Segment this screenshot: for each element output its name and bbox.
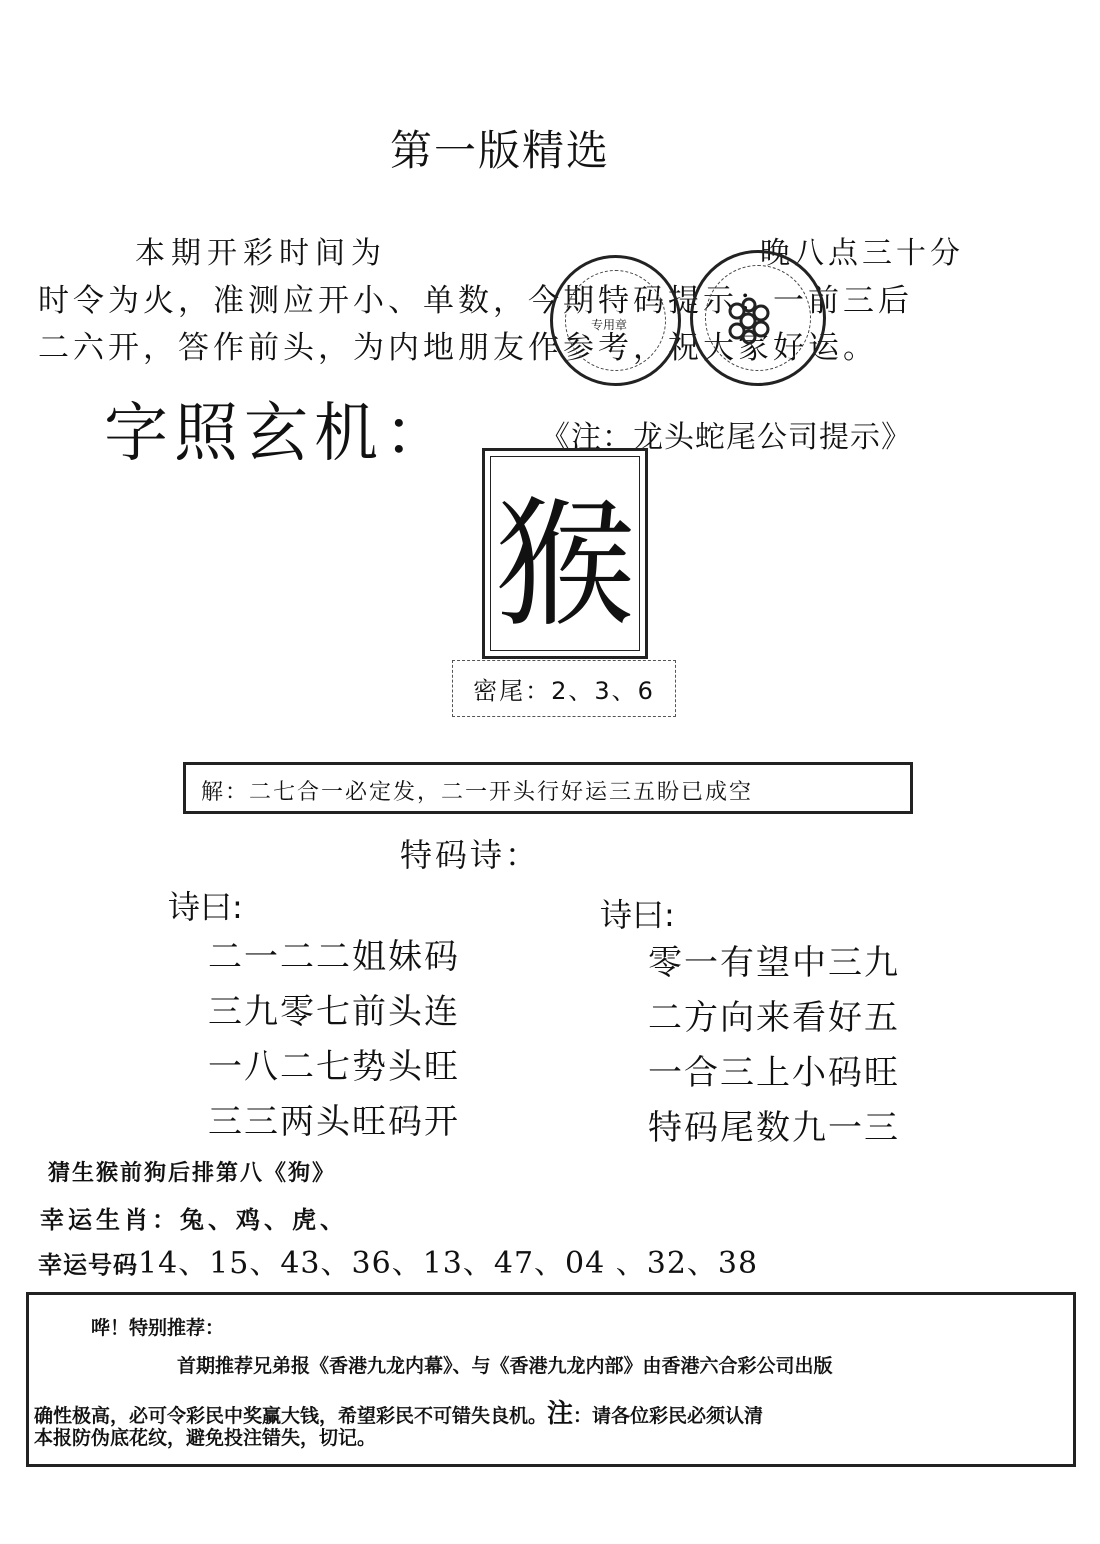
lucky-numbers xyxy=(38,1238,758,1282)
poem-title: 特码诗： xyxy=(400,836,541,874)
poem-left-header: 诗曰: xyxy=(168,888,243,926)
tail-hint: 密尾：2、3、6 xyxy=(452,660,676,717)
recommend-line: 首期推荐兄弟报《香港九龙内幕》、与《香港九龙内部》由香港六合彩公司出版 xyxy=(177,1355,833,1377)
draw-time-label: 本期开彩时间为 xyxy=(135,236,387,271)
riddle-heading: 字照玄机： xyxy=(104,397,454,471)
riddle-character-box xyxy=(482,448,648,659)
note-marker: 注 xyxy=(547,1399,574,1429)
poem-line: 二一二二姐妹码 xyxy=(208,937,460,977)
riddle-character: 猴 xyxy=(490,456,640,651)
riddle-note: 《注：龙头蛇尾公司提示》 xyxy=(540,420,912,455)
poem-line: 一八二七势头旺 xyxy=(208,1047,460,1087)
official-seal-stamp xyxy=(550,255,681,386)
poem-line: 三九零七前头连 xyxy=(208,992,460,1032)
poem-line: 零一有望中三九 xyxy=(648,943,900,983)
zodiac-guess: 猜生猴前狗后排第八《狗》 xyxy=(48,1161,337,1186)
explanation-text: 解：二七合一必定发，二一开头行好运三五盼已成空 xyxy=(201,780,754,805)
lucky-zodiac: 幸运生肖：兔、鸡、虎、 xyxy=(40,1206,348,1234)
draw-time-value: 晚八点三十分 xyxy=(760,236,964,271)
recommendation-box xyxy=(26,1292,1076,1467)
poem-line: 二方向来看好五 xyxy=(648,998,900,1038)
recommend-heading: 哗！特别推荐： xyxy=(91,1317,225,1339)
forecast-line-1: 时令为火，准测应开小、单数，今期特码提示：一前三后 xyxy=(38,283,913,319)
poem-line: 一合三上小码旺 xyxy=(648,1053,900,1093)
forecast-line-2: 二六开，答作前头，为内地朋友作参考，祝大家好运。 xyxy=(38,330,878,366)
poem-right xyxy=(648,936,900,1156)
flower-emblem-icon xyxy=(693,253,823,383)
poem-line: 特码尾数九一三 xyxy=(648,1108,900,1148)
poem-right-header: 诗曰: xyxy=(600,896,675,934)
recommend-text: 确性极高，必可令彩民中奖赢大钱，希望彩民不可错失良机。 xyxy=(34,1405,548,1427)
seal-label: 专用章 xyxy=(591,318,628,332)
company-seal-stamp xyxy=(690,250,826,386)
lucky-numbers-value: 14、15、43、36、13、47、04 、32、38 xyxy=(138,1246,759,1281)
poem-left xyxy=(208,930,460,1150)
recommend-line: 本报防伪底花纹，避免投注错失，切记。 xyxy=(34,1427,377,1449)
explanation-box xyxy=(183,762,913,814)
lucky-numbers-label: 幸运号码 xyxy=(38,1251,138,1279)
page-title: 第一版精选 xyxy=(390,126,611,175)
recommend-text: ：请各位彩民必须认清 xyxy=(573,1405,764,1427)
poem-line: 三三两头旺码开 xyxy=(208,1102,460,1142)
